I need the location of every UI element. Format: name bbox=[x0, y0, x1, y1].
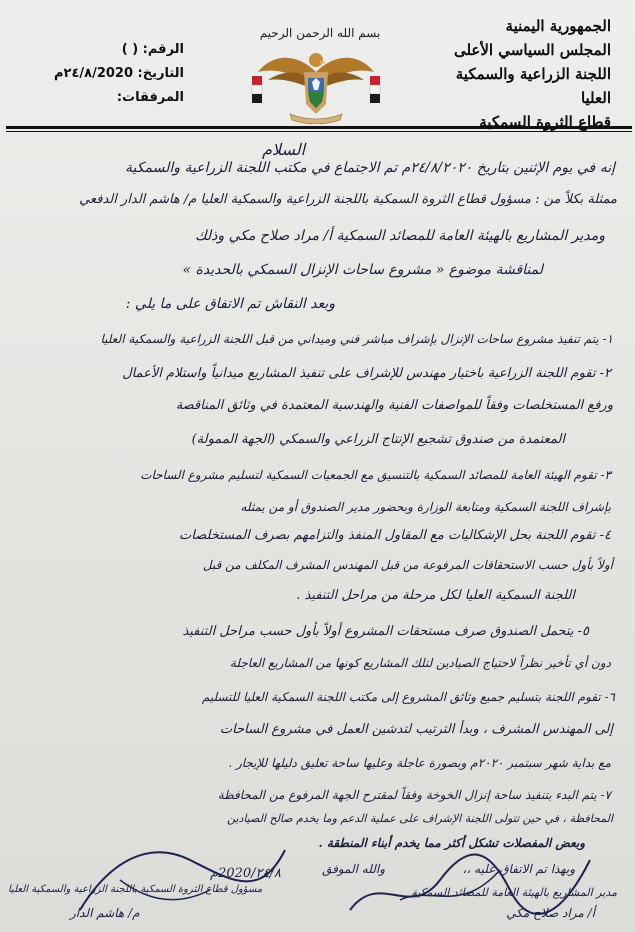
signature-scribble-right bbox=[340, 830, 610, 930]
letter-line: وبعض المفصلات تشكل أكثر مما يخدم أبناء المنطقة . bbox=[318, 836, 585, 850]
reference-number-label: الرقم: ( ) bbox=[121, 42, 184, 57]
letter-line: ٥- يتحمل الصندوق صرف مستحقات المشروع أولاً بأول حسب مراحل التنفيذ bbox=[182, 624, 589, 639]
letter-line: ٢- تقوم اللجنة الزراعية باختيار مهندس للإشراف على تنفيذ المشاريع ميدانياً واستلام الأعمال bbox=[122, 366, 611, 381]
signature-left-title: مسؤول قطاع الثروة السمكية باللجنة الزراعية والسمكية العليا bbox=[8, 884, 263, 895]
signature-right-name: أ/ مراد صلاح مكي bbox=[506, 906, 595, 920]
letter-line: أولاً بأول حسب الاستحقاقات المرفوعة من قبل المهندس المشرف المكلف من قبل bbox=[202, 558, 613, 572]
letter-line: دون أي تأخير نظراً لاحتياج الصيادين لتلك المشاريع كونها من المشاريع العاجلة bbox=[229, 656, 611, 670]
basmala: بسم الله الرحمن الرحيم bbox=[259, 26, 381, 40]
letter-line: ومدير المشاريع بالهيئة العامة للمصائد السمكية أ/ مراد صلاح مكي وذلك bbox=[195, 228, 605, 244]
letter-line: بإشراف اللجنة السمكية ومتابعة الوزارة وبحضور مدير الصندوق أو من يمثله bbox=[240, 500, 611, 514]
reference-date-label: التاريخ: ٢٤/٨/2020م bbox=[54, 66, 184, 81]
letter-line: ٣- تقوم الهيئة العامة للمصائد السمكية بالتنسيق مع الجمعيات السمكية لتسليم مشروع الساحات bbox=[140, 468, 611, 482]
reference-block bbox=[34, 38, 184, 110]
letter-line: إلى المهندس المشرف ، وبدأ الترتيب لتدشين العمل في مشروع الساحات bbox=[219, 722, 613, 737]
letter-line: ٧- يتم البدء بتنفيذ ساحة إنزال الخوخة وفقاً لمقترح الجهة المرفوع من المحافظة bbox=[217, 788, 611, 802]
letter-line: إنه في يوم الإثنين بتاريخ ٢٤/٨/٢٠٢٠م تم الاجتماع في مكتب اللجنة الزراعية والسمكية bbox=[125, 160, 615, 176]
header-line-council: المجلس السياسي الأعلى bbox=[453, 41, 611, 59]
signature-left-name: م/ هاشم الدار bbox=[70, 906, 140, 920]
letter-line: ممثلة بكلاً من : مسؤول قطاع الثروة السمكية باللجنة الزراعية والسمكية العليا م/ هاشم الدار الدفعي bbox=[79, 192, 617, 207]
signature-date: ٢٤/٨/2020م bbox=[210, 866, 281, 881]
letter-line: لمناقشة موضوع « مشروع ساحات الإنزال السمكي بالحديدة » bbox=[182, 262, 543, 278]
header-divider bbox=[6, 126, 632, 129]
letter-line: ١- يتم تنفيذ مشروع ساحات الإنزال بإشراف مباشر فني وميداني من قبل اللجنة الزراعية والسمكية العليا bbox=[100, 332, 613, 346]
header-line-country: الجمهورية اليمنية bbox=[505, 17, 611, 35]
letter-line: مع بداية شهر سبتمبر ٢٠٢٠م وبصورة عاجلة وعليها ساحة تعليق دليلها للإيجار . bbox=[228, 756, 611, 770]
salutation: السلام bbox=[262, 140, 306, 159]
header-divider-thin bbox=[6, 131, 632, 132]
letter-line: ورفع المستخلصات وفقاً للمواصفات الفنية والهندسية المعتمدة في وثائق المناقصة bbox=[175, 398, 613, 413]
letter-line: وبعد النقاش تم الاتفاق على ما يلي : bbox=[125, 296, 335, 312]
organization-header bbox=[421, 14, 611, 134]
header-line-sector: قطاع الثروة السمكية bbox=[479, 113, 611, 131]
letter-line: المعتمدة من صندوق تشجيع الإنتاج الزراعي والسمكي (الجهة الممولة) bbox=[191, 432, 565, 447]
closing-agreement: وبهذا تم الاتفاق عليه ،، bbox=[462, 862, 575, 876]
header-line-committee: اللجنة الزراعية والسمكية العليا bbox=[455, 65, 611, 107]
attachments-label: المرفقات: bbox=[116, 90, 184, 105]
letter-line: المحافظة ، في حين تتولى اللجنة الإشراف على عملية الدعم وما يخدم صالح الصيادين bbox=[227, 812, 613, 825]
yemen-eagle-emblem-icon bbox=[246, 42, 386, 124]
letter-line: اللجنة السمكية العليا لكل مرحلة من مراحل التنفيذ . bbox=[296, 588, 575, 603]
letter-line: ٦- تقوم اللجنة بتسليم جميع وثائق المشروع إلى مكتب اللجنة السمكية العليا للتسليم bbox=[201, 690, 615, 704]
signature-right-title: مدير المشاريع بالهيئة العامة للمصائد السمكية bbox=[411, 886, 617, 899]
letter-line: ٤- تقوم اللجنة بحل الإشكاليات مع المقاول المنفذ والتزامهم بصرف المستخلصات bbox=[179, 528, 611, 543]
signature-scribble-left bbox=[70, 820, 300, 930]
closing-text: والله الموفق bbox=[322, 862, 385, 876]
